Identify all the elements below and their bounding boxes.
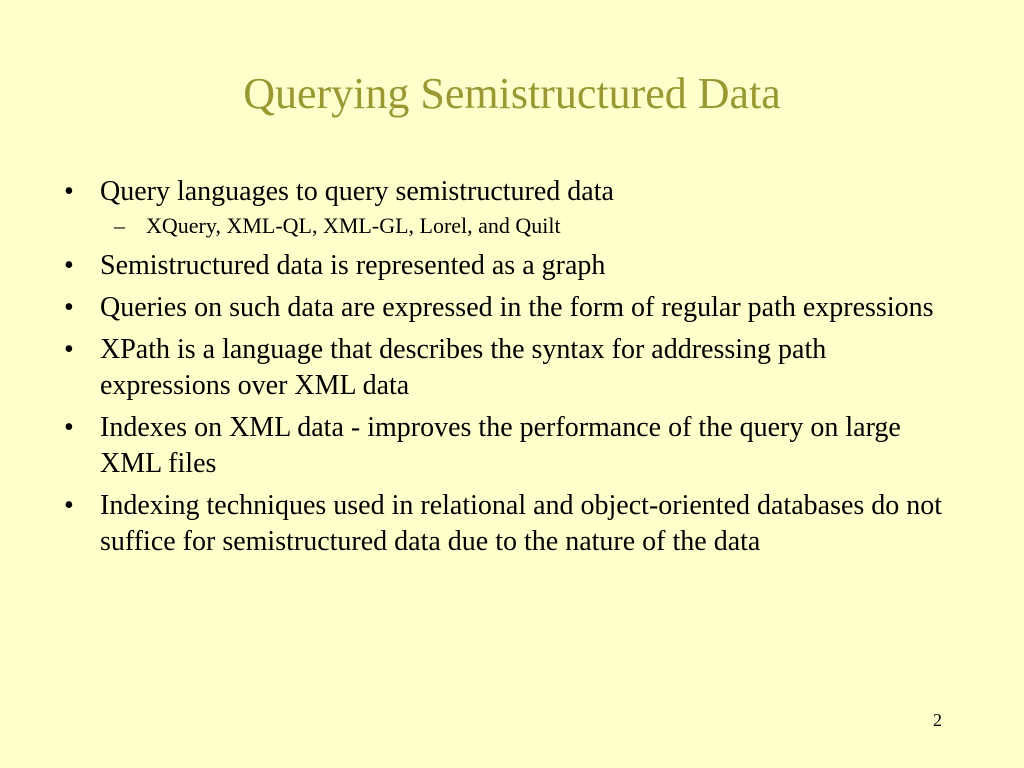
bullet-text: Query languages to query semistructured data bbox=[100, 176, 614, 207]
bullet-marker: • bbox=[64, 250, 74, 281]
bullet-item-query-languages bbox=[56, 174, 956, 240]
bullet-marker: • bbox=[64, 292, 74, 323]
bullet-marker: • bbox=[64, 334, 74, 365]
bullet-text: Semistructured data is represented as a graph bbox=[100, 250, 606, 281]
bullet-text: Indexes on XML data - improves the performance of the query on large XML files bbox=[100, 412, 901, 479]
bullet-text: Indexing techniques used in relational and object-oriented databases do not suffice for semistructured data due to the nature of the data bbox=[100, 490, 943, 557]
sub-bullet-text: XQuery, XML-QL, XML-GL, Lorel, and Quilt bbox=[146, 213, 561, 238]
bullet-item-indexing-techniques bbox=[56, 488, 956, 560]
bullet-list bbox=[56, 174, 956, 566]
bullet-item-path-expressions bbox=[56, 290, 956, 326]
sub-bullet-marker: – bbox=[114, 213, 125, 238]
bullet-marker: • bbox=[64, 412, 74, 443]
sub-bullet-item-languages bbox=[100, 212, 956, 240]
bullet-item-graph bbox=[56, 248, 956, 284]
bullet-text: Queries on such data are expressed in the form of regular path expressions bbox=[100, 292, 934, 323]
bullet-item-indexes bbox=[56, 410, 956, 482]
bullet-text: XPath is a language that describes the syntax for addressing path expressions over XML data bbox=[100, 334, 827, 401]
sub-bullet-list bbox=[100, 212, 956, 240]
bullet-marker: • bbox=[64, 176, 74, 207]
bullet-item-xpath bbox=[56, 332, 956, 404]
page-number: 2 bbox=[933, 710, 942, 730]
slide-title: Querying Semistructured Data bbox=[243, 69, 781, 118]
bullet-marker: • bbox=[64, 490, 74, 521]
